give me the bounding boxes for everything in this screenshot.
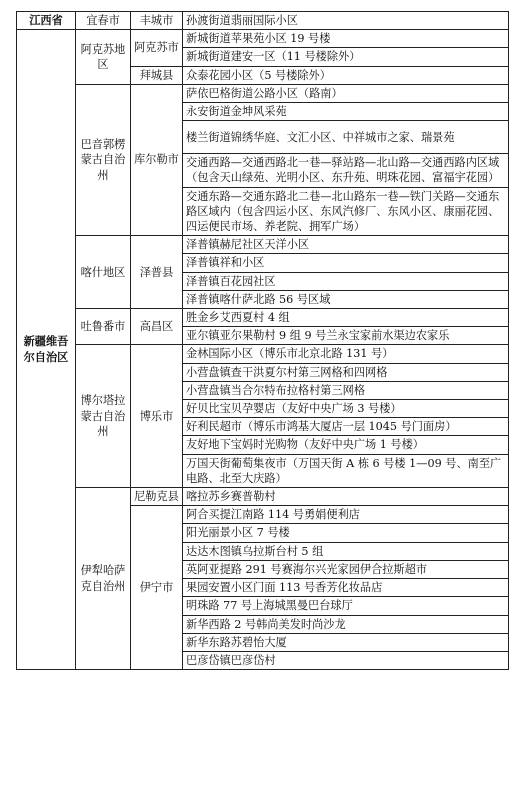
location-cell: 英阿亚提路 291 号赛海尔兴光家园伊合拉斯超市	[183, 560, 509, 578]
location-cell: 孙渡街道翡丽国际小区	[183, 12, 509, 30]
location-cell: 泽普镇赫尼社区天洋小区	[183, 236, 509, 254]
location-cell: 好利民超市（博乐市鸿基大厦店一层 1045 号门面房）	[183, 418, 509, 436]
location-cell: 友好地下宝妈时光购物（友好中央广场 1 号楼）	[183, 436, 509, 454]
location-cell: 万国天街葡萄集夜市（万国天街 A 栋 6 号楼 1—09 号、南至广电路、北至大庆路）	[183, 454, 509, 487]
county-cell: 高昌区	[131, 309, 183, 345]
location-cell: 阳光丽景小区 7 号楼	[183, 524, 509, 542]
table-row	[17, 309, 509, 327]
location-cell: 达达木图镇乌拉斯台村 5 组	[183, 542, 509, 560]
location-cell: 果园安置小区门面 113 号香芳化妆品店	[183, 579, 509, 597]
location-cell: 永安街道金坤风采苑	[183, 103, 509, 121]
table-row	[17, 30, 509, 48]
county-cell: 泽普县	[131, 236, 183, 309]
prefecture-cell: 吐鲁番市	[76, 309, 131, 345]
location-cell: 新华东路苏碧怡大厦	[183, 633, 509, 651]
location-cell: 泽普镇祥和小区	[183, 254, 509, 272]
location-cell: 阿合买提江南路 114 号勇娟便利店	[183, 506, 509, 524]
prefecture-cell: 伊犁哈萨克自治州	[76, 488, 131, 670]
table-row	[17, 488, 509, 506]
location-cell: 交通西路—交通西路北一巷—驿站路—北山路—交通西路内区域（包含天山绿苑、光明小区、东升苑、明珠花园、富福宇花园）	[183, 154, 509, 187]
county-cell: 伊宁市	[131, 506, 183, 670]
location-cell: 交通东路—交通东路北二巷—北山路东一巷—铁门关路—交通东路区域内（包含四运小区、东风汽修厂、东风小区、康丽花园、四运便民市场、养老院、拥军广场）	[183, 187, 509, 236]
location-cell: 小营盘镇查干洪夏尔村第三网格和四网格	[183, 363, 509, 381]
prefecture-cell: 喀什地区	[76, 236, 131, 309]
province-cell: 江西省	[17, 12, 76, 30]
location-cell: 新城街道苹果苑小区 19 号楼	[183, 30, 509, 48]
table-row	[17, 84, 509, 102]
table-row	[17, 236, 509, 254]
location-cell: 巴彦岱镇巴彦岱村	[183, 651, 509, 669]
location-cell: 亚尔镇亚尔果勒村 9 组 9 号兰永宝家前水渠边农家乐	[183, 327, 509, 345]
province-cell: 新疆维吾尔自治区	[17, 30, 76, 670]
county-cell: 博乐市	[131, 345, 183, 488]
location-cell: 楼兰街道锦绣华庭、文汇小区、中祥城市之家、瑞景苑	[183, 121, 509, 154]
table-row	[17, 345, 509, 363]
county-cell: 库尔勒市	[131, 84, 183, 235]
prefecture-cell: 巴音郭楞蒙古自治州	[76, 84, 131, 235]
prefecture-cell: 博尔塔拉蒙古自治州	[76, 345, 131, 488]
county-cell: 尼勒克县	[131, 488, 183, 506]
location-cell: 金林国际小区（博乐市北京北路 131 号）	[183, 345, 509, 363]
location-cell: 新城街道建安一区（11 号楼除外）	[183, 48, 509, 66]
location-cell: 众泰花园小区（5 号楼除外）	[183, 66, 509, 84]
location-cell: 泽普镇百花园社区	[183, 272, 509, 290]
prefecture-cell: 阿克苏地区	[76, 30, 131, 85]
county-cell: 阿克苏市	[131, 30, 183, 66]
location-cell: 明珠路 77 号上海城黑曼巴台球厅	[183, 597, 509, 615]
location-cell: 喀拉苏乡赛普勒村	[183, 488, 509, 506]
county-cell: 丰城市	[131, 12, 183, 30]
location-cell: 萨依巴格街道公路小区（路南）	[183, 84, 509, 102]
prefecture-cell: 宜春市	[76, 12, 131, 30]
county-cell: 拜城县	[131, 66, 183, 84]
table-row	[17, 12, 509, 30]
location-cell: 好贝比宝贝孕婴店（友好中央广场 3 号楼）	[183, 400, 509, 418]
risk-area-table	[16, 11, 509, 670]
location-cell: 小营盘镇当合尔特布拉格村第三网格	[183, 381, 509, 399]
location-cell: 泽普镇喀什萨北路 56 号区域	[183, 290, 509, 308]
location-cell: 胜金乡艾西夏村 4 组	[183, 309, 509, 327]
location-cell: 新华西路 2 号韩尚美发时尚沙龙	[183, 615, 509, 633]
